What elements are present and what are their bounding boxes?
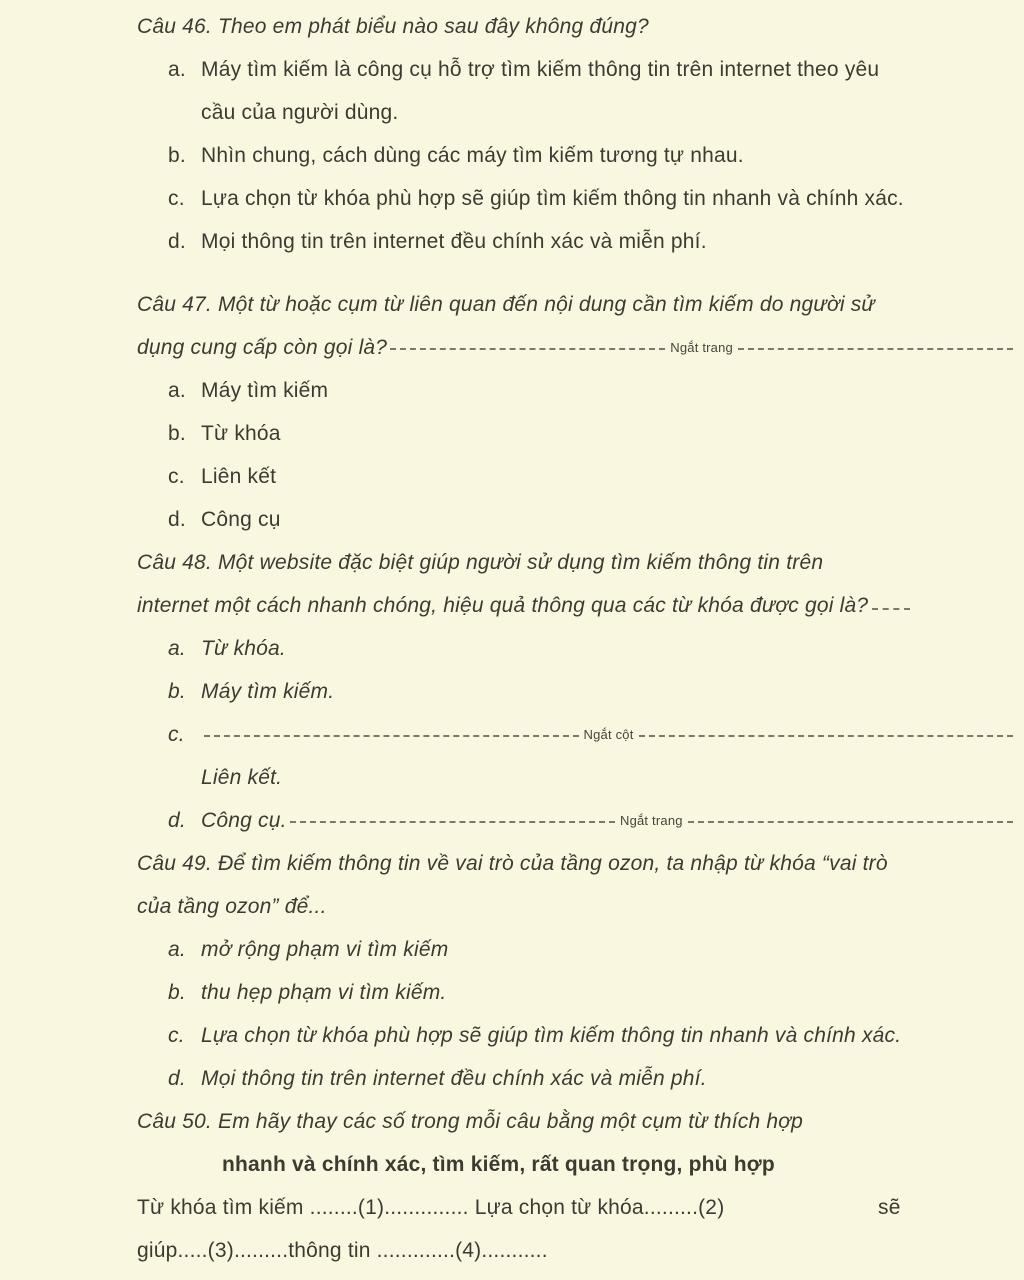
question-48-title-line1 <box>137 541 1016 584</box>
option-text: Lựa chọn từ khóa phù hợp sẽ giúp tìm kiếm thông tin nhanh và chính xác. <box>201 1023 902 1047</box>
option-text: Máy tìm kiếm. <box>201 679 335 703</box>
option-text: Liên kết <box>201 464 277 488</box>
option-marker: c. <box>168 464 185 488</box>
option-marker: b. <box>168 421 186 445</box>
question-46-option-b <box>168 134 1016 177</box>
question-48-option-c-continuation <box>201 756 1016 799</box>
question-46-option-a-continuation <box>201 91 1016 134</box>
question-50-fill-line-1 <box>137 1186 1016 1229</box>
question-49-option-c <box>168 1014 1016 1057</box>
dashed-separator <box>872 608 910 610</box>
option-marker: d. <box>168 229 186 253</box>
question-49-option-d <box>168 1057 1016 1100</box>
question-47-option-a <box>168 369 1016 412</box>
question-48-option-c <box>168 713 1016 756</box>
fill-blank-text: sẽ <box>878 1196 901 1219</box>
question-49-title-line1 <box>137 842 1016 885</box>
question-46-option-a <box>168 48 1016 91</box>
option-marker: d. <box>168 1066 186 1090</box>
option-marker: a. <box>168 636 186 660</box>
dashed-separator <box>390 348 665 350</box>
question-text: dụng cung cấp còn gọi là? <box>137 335 388 359</box>
question-47-title-line2 <box>137 326 1016 369</box>
option-text: Mọi thông tin trên internet đều chính xác và miễn phí. <box>201 229 707 253</box>
option-marker: d. <box>168 808 186 832</box>
question-49-option-b <box>168 971 1016 1014</box>
option-marker: a. <box>168 937 186 961</box>
fill-blank-text: Từ khóa tìm kiếm ........(1).............. Lựa chọn từ khóa.........(2) <box>137 1195 725 1219</box>
question-47-title-line1 <box>137 283 1016 326</box>
dashed-separator <box>204 735 579 737</box>
question-text: của tầng ozon” để... <box>137 894 327 918</box>
question-text: Câu 46. Theo em phát biểu nào sau đây không đúng? <box>137 14 649 38</box>
question-50-fill-line-2 <box>137 1229 1016 1272</box>
option-marker: d. <box>168 507 186 531</box>
option-text: Công cụ <box>201 507 281 531</box>
question-50-word-bank <box>222 1143 1016 1186</box>
option-marker: b. <box>168 980 186 1004</box>
question-47-option-d <box>168 498 1016 541</box>
dashed-separator <box>290 821 615 823</box>
dashed-separator <box>688 821 1013 823</box>
option-marker: a. <box>168 378 186 402</box>
column-break-marker: Ngắt cột <box>583 727 634 742</box>
dashed-separator <box>738 348 1013 350</box>
question-text: internet một cách nhanh chóng, hiệu quả thông qua các từ khóa được gọi là? <box>137 593 869 617</box>
option-marker: c. <box>168 186 185 210</box>
option-text: Mọi thông tin trên internet đều chính xác và miễn phí. <box>201 1066 707 1090</box>
question-48-option-d <box>168 799 1016 842</box>
question-49-option-a <box>168 928 1016 971</box>
question-46-option-c <box>168 177 1016 220</box>
page-break-marker: Ngắt trang <box>670 340 733 355</box>
option-text: Lựa chọn từ khóa phù hợp sẽ giúp tìm kiếm thông tin nhanh và chính xác. <box>201 186 904 210</box>
question-47-option-b <box>168 412 1016 455</box>
question-46-title <box>137 5 1016 48</box>
option-marker: b. <box>168 679 186 703</box>
option-marker: c. <box>168 1023 185 1047</box>
question-47-option-c <box>168 455 1016 498</box>
option-text: Công cụ. <box>201 808 287 832</box>
dashed-separator <box>639 735 1014 737</box>
option-text: Từ khóa <box>201 421 281 445</box>
question-48-option-a <box>168 627 1016 670</box>
page-break-marker: Ngắt trang <box>619 813 683 828</box>
option-marker: b. <box>168 143 186 167</box>
option-text: Máy tìm kiếm <box>201 378 329 402</box>
option-text: Nhìn chung, cách dùng các máy tìm kiếm tương tự nhau. <box>201 143 744 167</box>
option-marker: c. <box>168 722 185 746</box>
option-text: mở rộng phạm vi tìm kiếm <box>201 937 449 961</box>
option-text: thu hẹp phạm vi tìm kiếm. <box>201 980 447 1004</box>
option-marker: a. <box>168 57 186 81</box>
question-50-title <box>137 1100 1016 1143</box>
fill-blank-text: giúp.....(3).........thông tin .............(4)........... <box>137 1238 548 1262</box>
question-text: Câu 49. Để tìm kiếm thông tin về vai trò của tầng ozon, ta nhập từ khóa “vai trò <box>137 851 888 875</box>
question-48-title-line2 <box>137 584 1016 627</box>
option-text: Liên kết. <box>201 765 283 789</box>
question-text: Câu 50. Em hãy thay các số trong mỗi câu bằng một cụm từ thích hợp <box>137 1109 804 1133</box>
question-text: Câu 47. Một từ hoặc cụm từ liên quan đến nội dung cần tìm kiếm do người sử <box>137 292 875 316</box>
option-text: cầu của người dùng. <box>201 100 399 124</box>
option-text: Máy tìm kiếm là công cụ hỗ trợ tìm kiếm thông tin trên internet theo yêu <box>201 57 880 81</box>
option-text: Từ khóa. <box>201 636 286 660</box>
question-46-option-d <box>168 220 1016 263</box>
question-48-option-b <box>168 670 1016 713</box>
question-49-title-line2 <box>137 885 1016 928</box>
word-bank-text: nhanh và chính xác, tìm kiếm, rất quan trọng, phù hợp <box>222 1152 775 1176</box>
question-text: Câu 48. Một website đặc biệt giúp người sử dụng tìm kiếm thông tin trên <box>137 550 824 574</box>
